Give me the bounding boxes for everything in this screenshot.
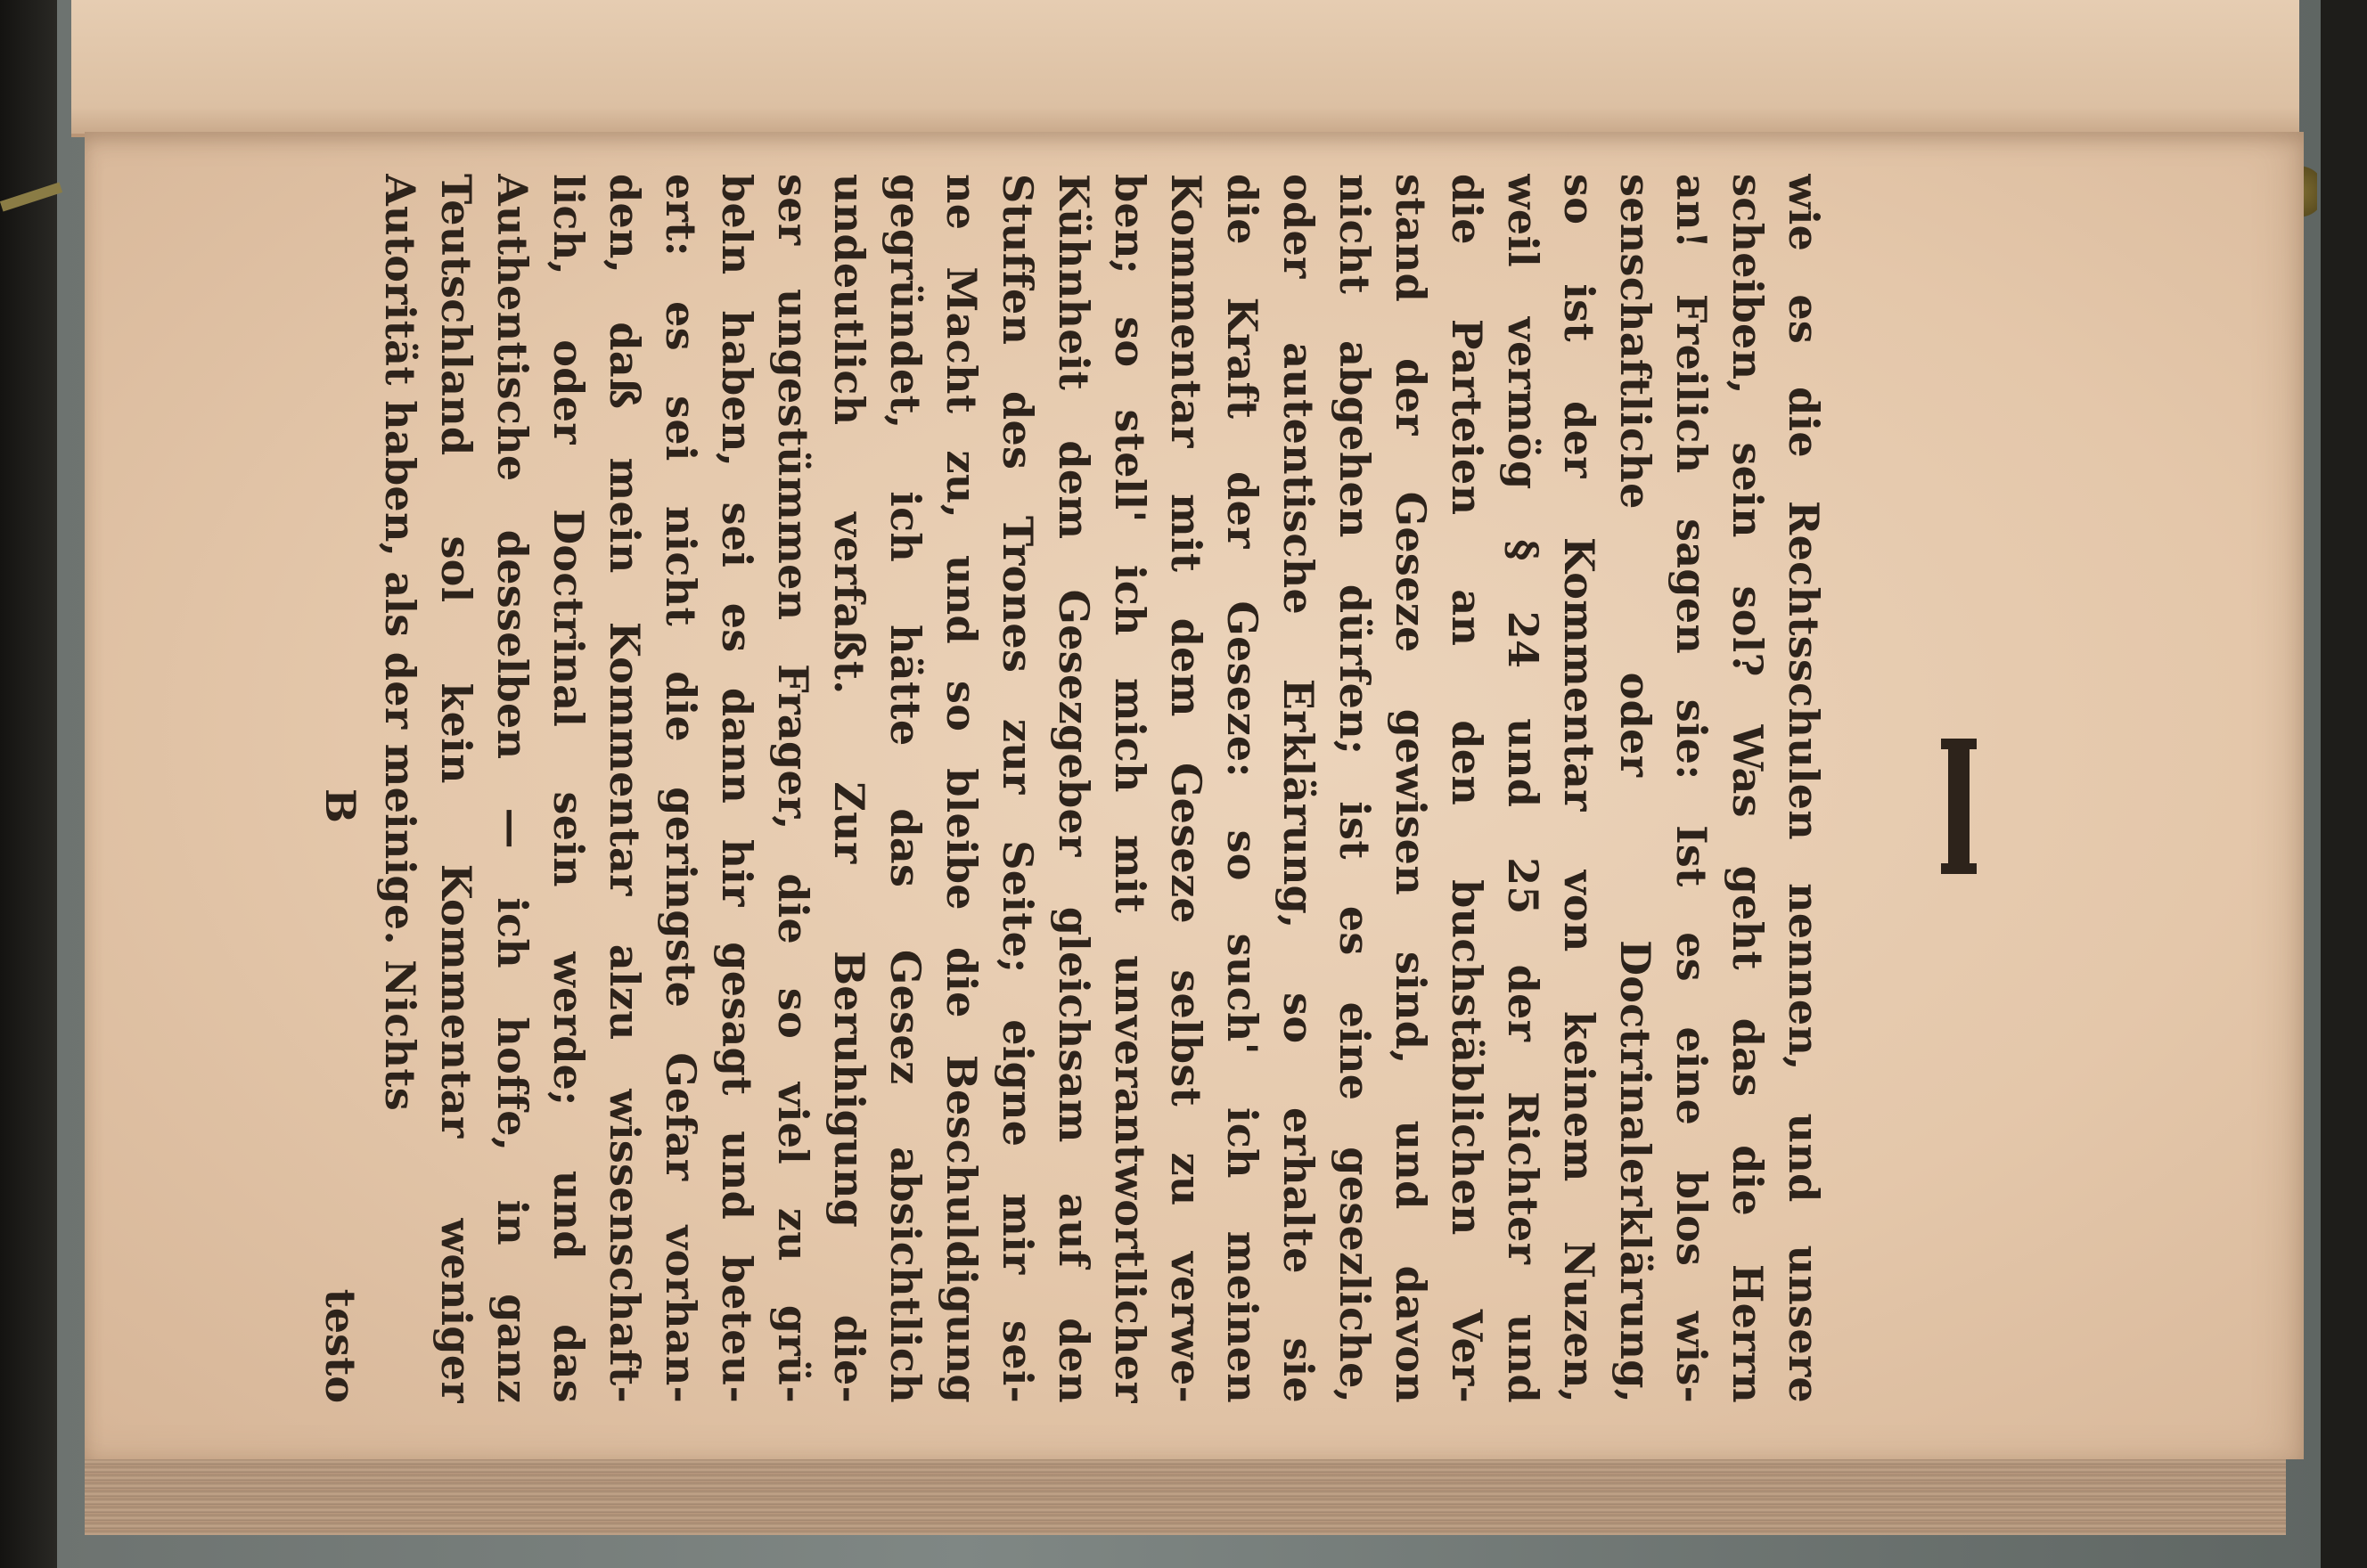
text-line: Teutschland sol kein Kommentar weniger — [432, 174, 480, 1403]
text-line: stand der Geseze gewisen sind, und davon — [1387, 174, 1435, 1403]
text-line: ne Macht zu, und so bleibe die Beschuldigung — [938, 174, 986, 1403]
text-line: Kommentar mit dem Geseze selbst zu verwe- — [1162, 174, 1210, 1403]
header-ornament-rule — [1948, 744, 1970, 869]
text-line: an! Freilich sagen sie: Ist es eine blos wis- — [1667, 174, 1716, 1403]
text-line: senschaftliche oder Doctrinalerklärung, — [1611, 174, 1659, 1403]
text-line: ser ungestümmen Frager, die so viel zu grü- — [769, 174, 817, 1403]
signature-mark: B — [316, 788, 364, 823]
text-line: beln haben, sei es dann hir gesagt und beteu- — [713, 174, 761, 1403]
facing-page-edge — [71, 0, 2299, 137]
text-line: so ist der Kommentar von keinem Nuzen, — [1555, 174, 1603, 1403]
text-line: ben; so stell' ich mich mit unverantwortlicher — [1106, 174, 1154, 1403]
text-line: Autorität haben, als der meinige. Nichts — [376, 174, 424, 1112]
text-line: lich, oder Doctrinal sein werde; und das — [545, 174, 593, 1403]
text-line: weil vermög § 24 und 25 der Richter und — [1499, 174, 1547, 1403]
catchword: testo — [316, 1288, 364, 1403]
text-line: den, daß mein Kommentar alzu wissenschaft- — [601, 174, 649, 1403]
text-line: wie es die Rechtsschulen nennen, und unsere — [1780, 174, 1828, 1403]
text-line: Authentische desselben — ich hoffe, in ganz — [488, 174, 536, 1403]
text-lines — [309, 174, 1831, 1403]
text-line: scheiben, sein sol? Was geht das die Herrn — [1724, 174, 1772, 1403]
text-line: Stuffen des Trones zur Seite; eigne mir sei- — [994, 174, 1042, 1403]
text-line: Kühnheit dem Gesezgeber gleichsam auf den — [1050, 174, 1098, 1403]
text-line: undeutlich verfaßt. Zur Beruhigung die- — [825, 174, 873, 1403]
text-line: ert: es sei nicht die geringste Gefar vorhan- — [657, 174, 705, 1403]
text-line: oder autentische Erklärung, so erhalte sie — [1274, 174, 1323, 1403]
text-line: nicht abgehen dürfen; ist es eine gesezliche, — [1331, 174, 1379, 1403]
page-footer — [309, 174, 372, 1403]
page-text-block — [294, 174, 1970, 1403]
text-line: die Kraft der Geseze: so such' ich meinen — [1218, 174, 1266, 1403]
text-line: die Parteien an den buchstäblichen Ver- — [1443, 174, 1491, 1403]
text-line: gegründet, ich hätte das Gesez absichtlich — [881, 174, 930, 1403]
